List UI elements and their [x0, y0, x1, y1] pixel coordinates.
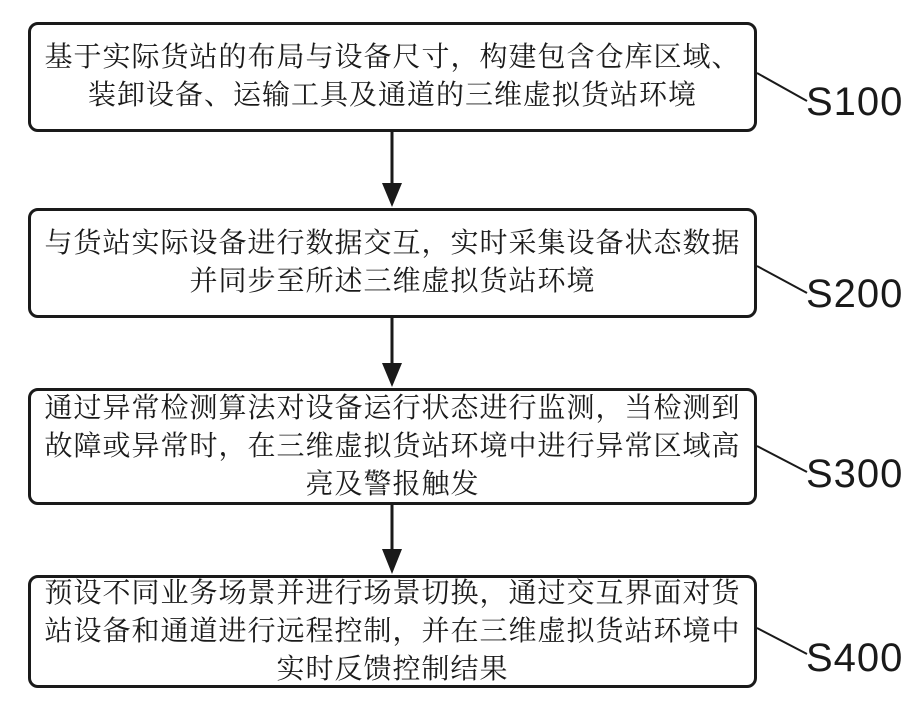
text-line: 装卸设备、运输工具及通道的三维虚拟货站环境 [87, 80, 697, 111]
step-text-s400 [44, 575, 740, 689]
step-label-s300: S300 [806, 452, 904, 496]
step-box-s100 [28, 22, 757, 132]
step-label-s200: S200 [806, 272, 904, 316]
step-box-s400 [28, 575, 757, 688]
step-text-s100 [44, 39, 740, 115]
step-text-s200 [44, 225, 740, 301]
step-label-s100: S100 [806, 80, 904, 124]
leader-line-s100 [757, 73, 807, 101]
flow-arrow-3 [382, 505, 402, 574]
text-line: 故障或异常时，在三维虚拟货站环境中进行异常区域高 [44, 430, 741, 462]
leader-line-s300 [757, 446, 807, 472]
text-line: 实时反馈控制结果 [276, 653, 509, 685]
text-line: 与货站实际设备进行数据交互，实时采集设备状态数据 [44, 228, 741, 259]
leader-line-s400 [757, 628, 807, 654]
text-line: 并同步至所述三维虚拟货站环境 [189, 266, 596, 297]
step-box-s200 [28, 208, 757, 318]
leader-line-s200 [757, 266, 807, 293]
text-line: 站设备和通道进行远程控制，并在三维虚拟货站环境中 [44, 615, 741, 647]
step-label-s400: S400 [806, 636, 904, 680]
flow-arrow-2 [382, 318, 402, 387]
text-line: 预设不同业务场景并进行场景切换，通过交互界面对货 [44, 577, 741, 609]
text-line: 基于实际货站的布局与设备尺寸，构建包含仓库区域、 [44, 42, 741, 73]
flow-arrow-1 [382, 132, 402, 207]
step-box-s300 [28, 388, 757, 505]
text-line: 通过异常检测算法对设备运行状态进行监测，当检测到 [44, 392, 741, 424]
text-line: 亮及警报触发 [305, 468, 480, 500]
step-text-s300 [44, 390, 740, 504]
